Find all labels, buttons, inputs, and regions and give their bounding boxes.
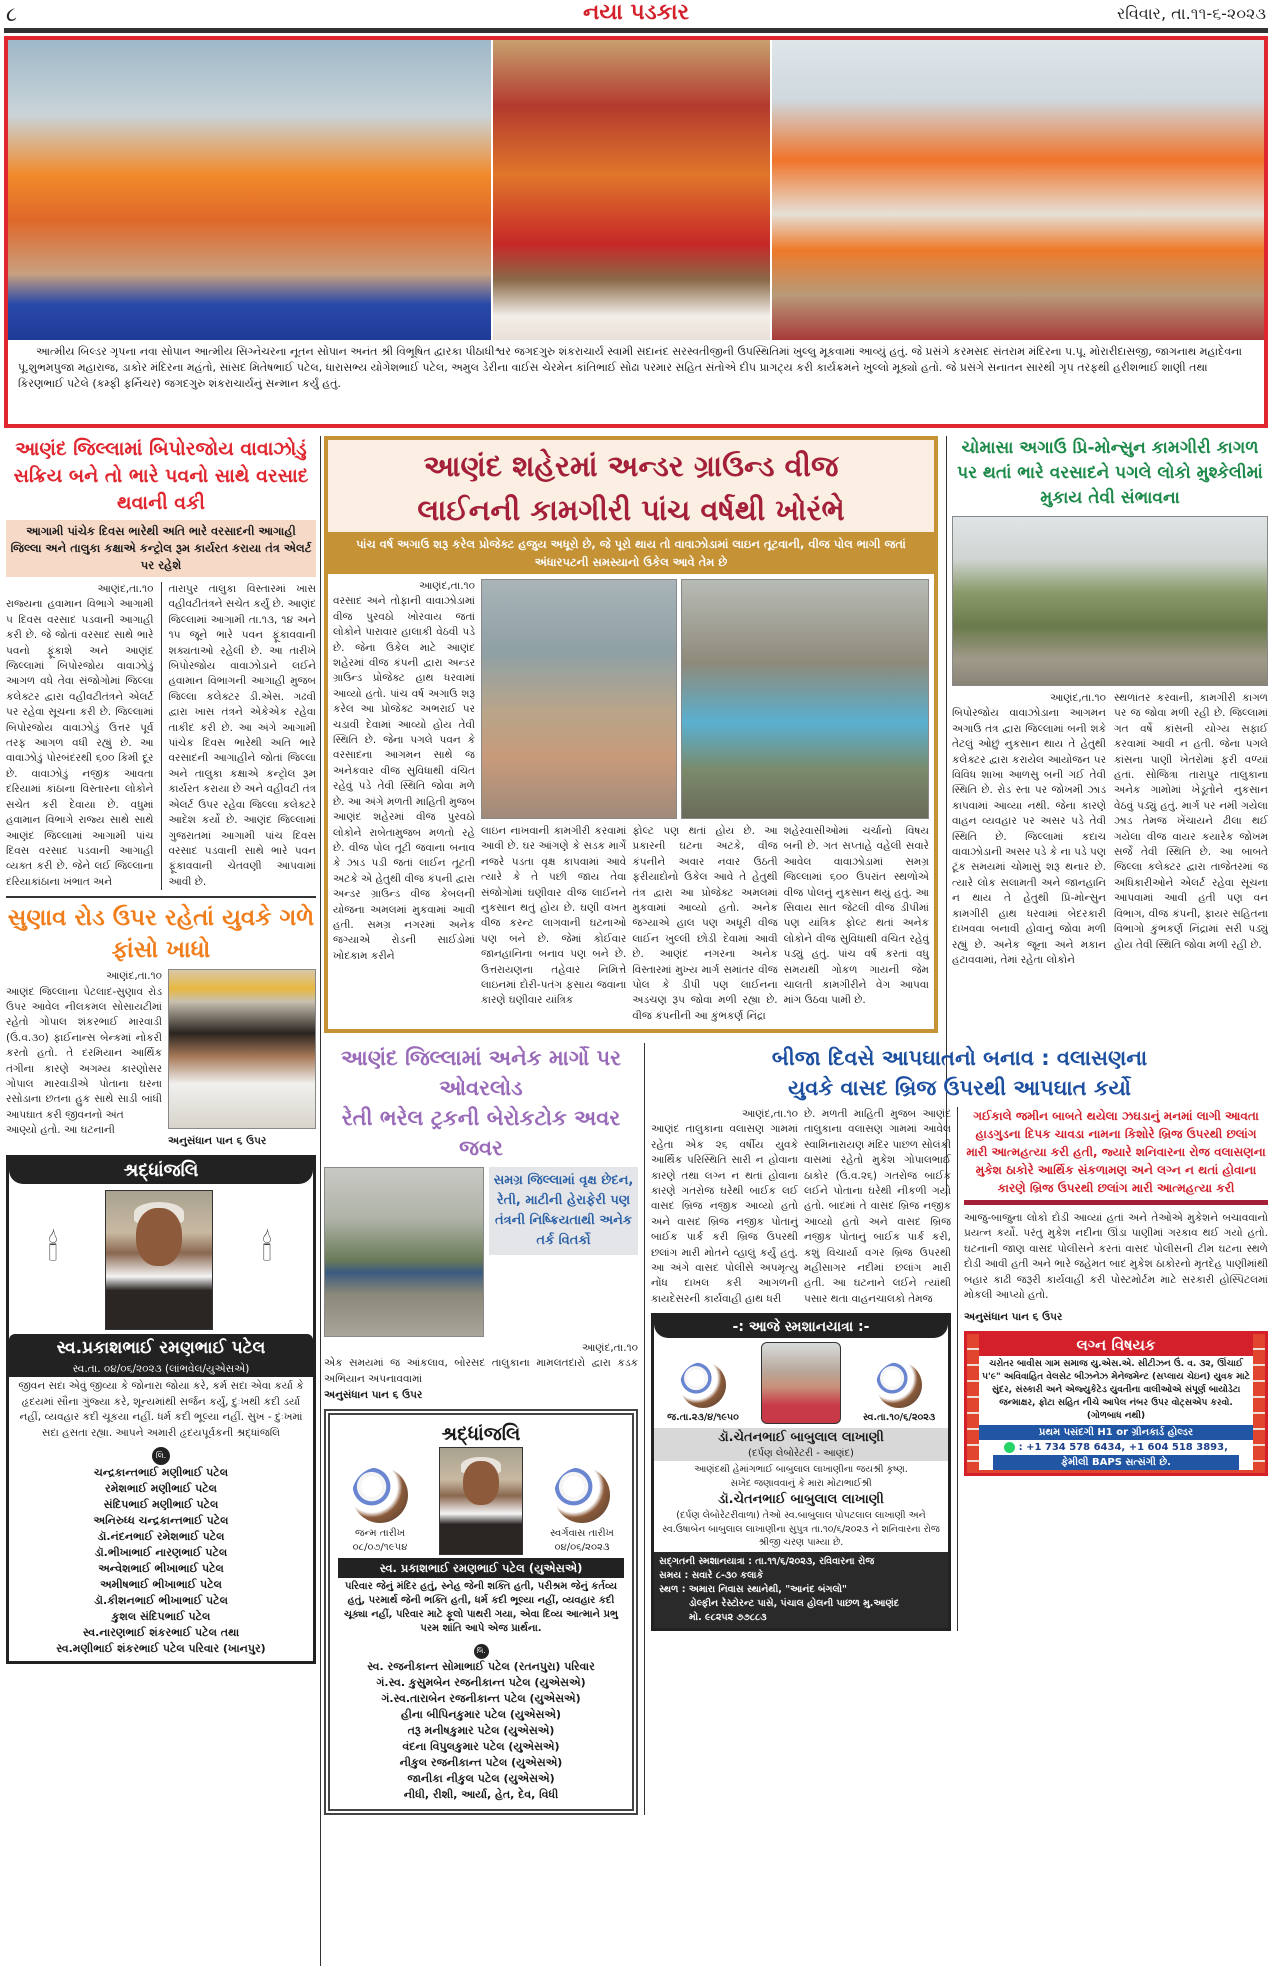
dateline: આણંદ,તા.૧૦ (105, 970, 162, 983)
ad-body: ચરોતર બાવીસ ગામ સમાજ યુ.એસ.એ. સીટીઝન ઉં. વ. ૩૨, ઊંચાઈ ૫'૯" અવિવાહિત વેલસેટ બીઝનેઝ મેનેજમેન્ટ (સપ્લાય ચેઇન) યુવક માટે સુંદર, સંસ્કારી અને એજ્યુકેટેડ યુવતીના વાલીઓએ સંપૂર્ણ બાયોડેટા જન્માક્ષર, ફોટા સહિત નીચે આપેલ નંબર ઉપર વોટ્સએપ કરવો. (ગોળબાધ નથી) (982, 1359, 1250, 1422)
matrimonial-ad (964, 1331, 1268, 1476)
whatsapp-icon (1004, 1442, 1015, 1453)
incense-icon: 🕯 (47, 1228, 59, 1270)
notice-title: -: આજે સ્મશાનયાત્રા :- (654, 1316, 948, 1338)
family-member-name: નીધી, રીશી, આર્યા, હેત, દેવ, વિધી (403, 1788, 559, 1802)
story-cyclone (6, 436, 316, 890)
organization: (દર્પણ લેબોરેટરી - આણંદ) (748, 1448, 854, 1460)
photo-electric-poles-1 (481, 579, 677, 819)
issue-date: રવિવાર, તા.૧૧-૬-૨૦૨૩ (1116, 4, 1266, 23)
li-badge: લિ. (152, 1447, 170, 1465)
family-member-name: ચન્દ્રકાન્તભાઈ મણીભાઈ પટેલ (93, 1466, 229, 1480)
event-photo-1 (8, 40, 491, 340)
story-premonsoon (952, 436, 1268, 968)
divider (964, 1200, 1268, 1205)
family-member-name: ડૉ.નંદનભાઈ રમેશભાઈ પટેલ (97, 1530, 225, 1544)
story-sunav-suicide (6, 896, 316, 1149)
story-body: આણંદ જિલ્લાના પેટલાદ-સુણાવ રોડ ઉપર આવેલ નીલકમલ સોસાયટીમાં રહેતો ગોપાલ શંકરભાઈ મારવાડી (ઉં.વ.૩૦) ફાઈનાન્સ બેન્કમાં નોકરી કરતો હતો. તે દરમિયાન આર્થિક તંગીના કારણે અગમ્ય કારણોસર ગોપાલ મારવાડીએ પોતાના ઘરના રસોડાના છતના હુક સાથે સાડી બાંધી આપઘાત કરી જીવનનો અંત (6, 985, 162, 1121)
column-rule (957, 1107, 958, 1631)
headline-line-1: આણંદ જિલ્લામાં અનેક માર્ગો પર ઓવરલોડ (341, 1046, 621, 1100)
family-member-name: જાનીકા નીકુલ પટેલ (યુએસએ) (407, 1772, 555, 1786)
funeral-notice (651, 1313, 951, 1631)
family-member-name: સ્વ. રજનીકાન્ત સોમાભાઈ પટેલ (રતનપુરા) પરિવાર (367, 1660, 595, 1674)
story-headline[interactable] (651, 1043, 1268, 1103)
ad-title: લગ્ન વિષયક (979, 1334, 1253, 1356)
family-member-name: તરૂ મનીષકુમાર પટેલ (યુએસએ) (407, 1724, 555, 1738)
story-headline[interactable]: આણંદ જિલ્લામાં બિપોરજોય વાવાઝોડું સક્રિય બને તો ભારે પવનો સાથે વરસાદ થવાની વકી (13, 438, 309, 514)
photo-electric-poles-2 (681, 579, 929, 819)
story-column-1: વરસાદ અને તોફાની વાવાઝોડામાં વીજ પુરવઠો ખોરવાય જતાં લોકોને પારાવાર હાલાકી વેઠવી પડે છે. જેના ઉકેલ માટે આણંદ શહેરમાં વીજ કંપની દ્વારા અન્ડર ગ્રાઉન્ડ પ્રોજેક્ટ હાથ ધરવામાં આવ્યો હતો. પાંચ વર્ષ અગાઉ શરૂ કરેલ આ પ્રોજેક્ટ અભરાઈ પર ચડાવી દેવામાં આવ્યો હોય તેવી સ્થિતિ છે. જેના પગલે પવન કે વરસાદના આગમન સાથે જ અનેકવાર વીજ સુવિધાથી વંચિત રહેવું પડે તેવી સ્થિતિ જોવા મળે છે. આ અંગે મળતી માહિતી મુજબ આણંદ શહેરમાં વીજ પુરવઠો લોકોને રાબેતામુજબ મળતો રહે છે. વીજ પોલ તૂટી જવાના બનાવ કે ઝાડ પડી જતાં લાઈન તૂટતી અટકે એ હેતુથી વીજ કંપની દ્વારા અન્ડર ગ્રાઉન્ડ વીજ કેબલની યોજના અમલમાં મુકવામાં આવી હતી. સમગ્ર નગરમાં અનેક જગ્યાએ રોડની સાઈડોમાં ખોદકામ કરીને (333, 595, 475, 962)
dateline: આણંદ,તા.૧૦ (418, 580, 475, 592)
story-column-1: બિપોરજોય વાવાઝોડાના આગમન અગાઉ તંત્ર દ્વારા જિલ્લામાં બની શકે તેટલું ઓછું નુકસાન થાય તે હેતુથી કલેક્ટર દ્વારા કરાયેલ આયોજન પર વિવિધ શાખા આળસુ બની ગઈ તેવી સ્થિતિ છે. રોડ સ્તા પર જોખમી ઝાડ કાપવામાં આવ્યા નથી. જેના કારણે વાહન વ્યવહાર પર અસર પડે તેવી સ્થિતિ છે. જિલ્લામાં કદાચ વાવાઝોડાની અસર પડે કે ના પડે પણ ટૂંક સમયમાં ચોમાસું શરૂ થનાર છે. ત્યારે લોક સલામતી અને જાનહાનિ ન થાય તે હેતુથી પ્રિ-મોન્સુન કામગીરી હાથ ધરવામાં બેદરકારી દાખવવા બનાવી હોવાનું જોવા મળી રહ્યું છે. અનેક જૂના અને મકાન હટાવવામાં, તેમાં રહેતા લોકોને (952, 707, 1107, 966)
flowers-icon (876, 1362, 922, 1408)
lower-right-block (651, 1043, 1268, 1631)
ad-preference: પ્રથમ પસંદગી H1 or ગ્રીનકાર્ડ હોલ્ડર (979, 1425, 1253, 1440)
story-column-4: શહેરવાસીઓમાં ચર્ચાનો વિષય બની છે. ગત સપ્તાહે વહેલી સવારે આવેલ વાવાઝોડામાં સમગ્ર જિલ્લામાં ૬૦૦ ઉપરાંત સ્થળોએ વીજ પોલનું નુકસાન થયું હતું. આ સિવાય સાત જેટલી વીજ ડીપીમાં પણ યાંત્રિક ફોલ્ટ થતાં અનેક લોકોને વીજ સુવિધાથી વંચિત રહેવું પડ્યું હતું. પાંચ વર્ષ કરતાં વધુ સમયથી ગોકળ ગાયની જેમ ચાલતી કામગીરીને વેગ આપવા માંગ ઉઠવા પામી છે. (783, 825, 929, 1007)
li-badge: લિ. (474, 1644, 489, 1659)
family-member-name: ડૉ.કીશનભાઈ ભીખાભાઈ પટેલ (94, 1594, 228, 1608)
family-member-name: કુશલ સંદિપભાઈ પટેલ (111, 1610, 211, 1624)
death-label: સ્વર્ગવાસ તારીખ (550, 1528, 614, 1540)
family-member-name: રમેશભાઈ મણીભાઈ પટેલ (105, 1482, 217, 1496)
flowers-icon (352, 1467, 408, 1523)
story-body: એક સમયમાં જ આંકલાવ, બોરસદ તાલુકાના મામલતદારો દ્વારા કડક અભિયાન અપનાવવામાં (324, 1357, 638, 1385)
intro-line-1: આણંદથી હેમાંગભાઈ બાબુલાલ લાખાણીના જયશ્રી કૃષ્ણ. (694, 1464, 908, 1476)
family-member-name: ગં.સ્વ.તારાબેન રજનીકાન્ત પટેલ (યુએસએ) (381, 1692, 581, 1706)
contact-phones[interactable]: : +1 734 578 6434, +1 604 518 3893, (1018, 1442, 1228, 1454)
dateline: આણંદ,તા.૧૦ (741, 1108, 798, 1120)
family-names-list (338, 1659, 624, 1803)
story-headline[interactable]: સુણાવ રોડ ઉપર રહેતાં યુવકે ગળે ફાંસો ખાધો (7, 905, 315, 964)
continued-link[interactable]: અનુસંધાન પાન ૬ ઉપર (324, 1389, 423, 1402)
story-tail: આણ્યો હતો. આ ઘટનાની (6, 1124, 115, 1137)
obituary-title: શ્રદ્ધાંજલિ (441, 1423, 521, 1446)
procession-address: ડોલ્ફીન રેસ્ટોરન્ટ પાસે, પંચાલ હોલની પાછળ મુ.આણંદ (689, 1597, 900, 1609)
photo-caption: આત્મીય બિલ્ડર ગૃપના નવા સોપાન આત્મીય સિગ્નેચરના નૂતન સોપાન અનંત શ્રી વિભૂષિત દ્વારકા પીઠાધીશ્વર જગદગુરુ શંકરાચાર્ય સ્વામી સદાનંદ સરસ્વતીજીની ઉપસ્થિતિમાં ખુલ્લુ મૂકવામાં આવ્યું હતું. જે પ્રસંગે કરમસદ સંતરામ મંદિરના પ.પૂ. મોરારીદાસજી, જાગનાથ મહાદેવના પૂ.શુભમપુજા મહારાજ, ડાકોર મંદિરના મહંતો, સાંસદ મિતેષભાઈ પટેલ, ધારાસભ્ય યોગેશભાઈ પટેલ, અમુલ ડેરીના વાઈસ ચેરમેન કાંતિભાઈ સોઢા પરમાર સહિત સંતોએ દીપ પ્રાગટ્ય કરી કાર્યક્રમને ખુલ્લો મૂક્યો હતો. જે પ્રસંગે સનાતન સારથી ગૃપ તરફથી હરીશભાઈ શાણી તથા કિરણભાઈ પટેલે (કમ્ફી ફર્નિચર) જગદગુરુ શંકરાચાર્યનું સન્માન કર્યું હતું. (18, 345, 1242, 390)
family-member-name: અનિરુધ્ધ ચન્દ્રકાન્તભાઈ પટેલ (93, 1514, 229, 1528)
continued-link[interactable]: અનુસંધાન પાન ૬ ઉપર (168, 1135, 267, 1148)
portrait-photo (761, 1342, 841, 1424)
details: (દર્પણ લેબોરેટરીવાળા) તેઓ સ્વ.બાબુલાલ પોપટલાલ લાખાણી અને સ્વ.ઉષાબેન બાબુલાલ લાખાણીના સુપુત્ર તા.૧૦/૬/૨૦૨૩ ને શનિવારના રોજ શ્રીજી ચરણ પામ્યા છે. (662, 1510, 940, 1549)
story-underground-power (324, 436, 938, 1033)
story-subhead: આગામી પાંચેક દિવસ ભારેથી અતિ ભારે વરસાદની આગાહી જિલ્લા અને તાલુકા કક્ષાએ કન્ટ્રોલ રૂમ કાર્યરત કરાયા તંત્ર એલર્ટ પર રહેશે (6, 520, 316, 577)
tribute-text: પરિવાર જેનું મંદિર હતું, સ્નેહ જેની શક્તિ હતી, પરીશ્રમ જેનું કર્તવ્ય હતું, પરમાર્થ જેની ભક્તિ હતી, ધર્મ કદી ભૂલ્યા નહીં, વ્યવહાર કદી ચૂક્યા નહીં, પરિવાર માટે ફૂલો પાથરી ગયા, એવા દિવ્ય આત્માને પ્રભુ પરમ શાંતિ આપે એજ પ્રાર્થના. (344, 1581, 618, 1635)
contact-phone[interactable]: મો. ૯૮૨૫૨ ૭૭૮૮૩ (689, 1611, 767, 1623)
main-headline-line-1: આણંદ શહેરમાં અન્ડર ગ્રાઉન્ડ વીજ (423, 449, 839, 483)
family-member-name: સંદિપભાઈ મણીભાઈ પટેલ (103, 1498, 219, 1512)
story-headline[interactable]: ચોમાસા અગાઉ પ્રિ-મોન્સુન કામગીરી કાગળ પર થતાં ભારે વરસાદને પગલે લોકો મુશ્કેલીમાં મુકાય તેવી સંભાવના (957, 438, 1263, 508)
headline-line-1: બીજા દિવસે આપઘાતનો બનાવ : વલાસણના (771, 1046, 1148, 1070)
deceased-name-large: ડૉ.ચેતનભાઈ બાબુલાલ લાખાણી (718, 1492, 884, 1508)
ad-family-note: ફેમીલી BAPS સત્સંગી છે. (993, 1455, 1239, 1470)
page-number: ૮ (6, 2, 17, 26)
family-member-name: અમીષભાઈ ભીખાભાઈ પટેલ (100, 1578, 222, 1592)
obituary-title: શ્રદ્ધાંજલિ (9, 1158, 313, 1184)
story-column-2: લાઇન નાખવાની કામગીરી કરવામાં આવી છે. ઘર આંગણે કે સડક માર્ગે નજરે પડતા વૃક્ષ કાપવામાં આવે ત્યારે કે તે પછી જાય તેવા સંજોગોમાં ઘણીવાર વીજ લાઈનને નુકસાન થતું હોય છે. ઘણી વખત વીજ કરન્ટ લાગવાની ઘટનાઓ પણ બને છે. જેમાં કોઈવાર જાનહાનિના બનાવ પણ બને છે. ઉત્તરાયણના તહેવાર નિમિત્તે લાઇનમાં દોરી-પતંગ ફસાય જવાના કારણે ઘણીવાર યાંત્રિક (481, 825, 627, 1007)
story-column-3: ફોલ્ટ પણ થતાં હોય છે. આ પ્રકારની ઘટના અટકે, વીજ કંપનીને અવાર નવાર ઉઠતી ફરીયાદોનો ઉકેલ આવે તે હેતુથી તંત્ર દ્વારા આ પ્રોજેક્ટ અમલમાં મુકવામાં આવ્યો હતો. અનેક જગ્યાએ હાલ પણ અધૂરી વીજ લાઈન ખુલ્લી છોડી દેવામાં આવી છે. આણંદ નગરના અનેક વિસ્તારમાં મુખ્ય માર્ગ સમાંતર વીજ પોલ કે ડીપી પણ લાઈનના અડચણ રૂપ જોવા મળી રહ્યા છે. વીજ કંપનીની આ કુંભકર્ણ નિંદ્રા (632, 825, 778, 1022)
deceased-name: ડૉ.ચેતનભાઈ બાબુલાલ લાખાણી (718, 1430, 884, 1446)
left-column (6, 436, 316, 1664)
dateline: આણંદ,તા.૧૦ (1049, 692, 1106, 704)
main-headline-line-2: લાઈનની કામગીરી પાંચ વર્ષથી ખોરંભે (417, 493, 845, 527)
procession-date: સદ્ગતની સ્મશાનયાત્રા : તા.૧૧/૬/૨૦૨૩, રવિવારના રોજ (659, 1555, 875, 1567)
dateline: આણંદ,તા.૧૦ (97, 583, 154, 595)
main-headline[interactable] (328, 440, 934, 532)
story-column-2: છે. મળતી માહિતી મુજબ આણંદ તાલુકાના વલાસણ ગામમાં આવેલ સ્વામિનારાયણ મંદિર પાછળ સોલંકી વાસમાં રહેતો મુકેશ ગોપાલભાઈ ઠાકોર (ઉં.વ.૨૬) ગતરોજ બાઈક લઈને પોતાના ઘરેથી નીકળી ગયો હતો. બાદમાં તે વાસદ બ્રિજ નજીક આવ્યો હતો અને વાસદ બ્રિજ નજીક પોતાનું બાઈક પાર્ક કરી, કશું વિચાર્યા વગર બ્રિજ ઉપરથી મહીસાગર નદીમાં છલાંગ મારી હતી. આ ઘટનાને લઈને ત્યાંથી પસાર થતા વાહનચાલકો તેમજ (804, 1108, 951, 1305)
portrait-photo (439, 1447, 523, 1555)
procession-time: સમય : સવારે ૮-૩૦ કલાકે (659, 1569, 764, 1581)
event-photo-2 (493, 40, 770, 340)
death-date-line: સ્વ.તા. ૦૪/૦૬/૨૦૨૩ (લાંભવેલ/યુએસએ) (9, 1361, 313, 1377)
story-vasad-suicide (651, 1043, 1268, 1631)
story-column-2: સ્થળાંતર કરવાની, કામગીરી કાગળ પર જ જોવા મળી રહી છે. જિલ્લામાં ગત વર્ષે કાંસની યોગ્ય સફાઈ કરવામાં આવી ન હતી. જેના પગલે કાંસના પાણી ખેતરોમાં ફરી વળ્યાં હતાં. સોજિત્રા તારાપુર તાલુકાના અનેક ગામોમાં ખેડૂતોને નુકસાન વેઠવું પડ્યું હતું. માર્ગ પર નમી ગયેલા ઝાડ તેમજ ખેંચાયને ઢીલા થઈ ગયેલા વીજ વાયર કયારેક જોખમ સર્જે તેવી સ્થિતિ છે. આ બાબતે જિલ્લા કલેક્ટર દ્વારા તાજેતરમાં જ અધિકારીઓને એલર્ટ રહેવા સૂચના આપવામાં આવી હતી પણ વન વિભાગ, વીજ કંપની, ફાયર સહિતના વિભાગો કુંભકર્ણ નિંદ્રામાં સરી પડ્યું હોય તેવી સ્થિતિ જોવા મળી રહી છે. (1114, 692, 1268, 951)
story-column-3: આજુ-બાજુના લોકો દોડી આવ્યાં હતાં અને તેઓએ મુકેશને બચાવવાનો પ્રયત્ન કર્યો. પરંતુ મુકેશ નદીના ઊંડા પાણીમાં ગરકાવ થઈ ગયો હતો. ઘટનાની જાણ વાસદ પોલીસને કરતાં વાસદ પોલીસની ટીમ ઘટના સ્થળે દોડી આવી હતી અને ભારે જહેમત બાદ મુકેશ ઠાકોરનો મૃતદેહ પાણીમાંથી બહાર કાઢી જરૂરી કાર્યવાહી કરી પોસ્ટમોર્ટમ માટે સરકારી હોસ્પિટલમાં મોકલી આપ્યો હતો. (964, 1212, 1268, 1302)
family-member-name: સ્વ.નારણભાઈ શંકરભાઈ પટેલ તથા (82, 1626, 240, 1640)
birth-date: જ.તા.૨૩/૪/૧૯૫૦ (667, 1412, 739, 1424)
family-member-name: સ્વ.મણીભાઈ શંકરભાઈ પટેલ પરિવાર (ખાનપુર) (56, 1642, 266, 1656)
column-rule (320, 436, 321, 1966)
photo-victim (168, 969, 316, 1129)
family-member-name: વંદના વિપુલકુમાર પટેલ (યુએસએ) (402, 1740, 560, 1754)
lower-left-column (324, 1043, 638, 1815)
header-rule (4, 28, 1268, 33)
story-column-1: આણંદ તાલુકાના વલાસણ ગામમાં રહેતા એક ૨૬ વર્ષીય યુવકે આર્થિક પરિસ્થિતિ સારી ન હોવાના કારણે તથા લગ્ન ન થતાં હોવાના કારણે ગતરોજ ઘરેથી બાઈક લઈ વાસદ બ્રિજ નજીક આવ્યો હતો અને વાસદ બ્રિજ નજીક પોતાનું બાઈક પાર્ક કરી બ્રિજ ઉપરથી છલાંગ મારી મોતને વ્હાલું કર્યું હતું. આ અંગે વાસદ પોલીસે અપમૃત્યુ નોંધ દાખલ કરી આગળની કાયદેસરની કાર્યવાહી હાથ ધરી (651, 1123, 798, 1305)
masthead: નયા પડકાર (582, 0, 690, 25)
red-subhead-block (964, 1107, 1268, 1205)
obituary-middle (324, 1409, 638, 1815)
intro-line-2: સખેદ જણાવવાનું કે મારા મોટાભાઈશ્રી (730, 1477, 872, 1489)
photo-fallen-tree (952, 516, 1268, 686)
death-date: ૦૪/૦૬/૨૦૨૩ (554, 1542, 610, 1554)
obituary-left (6, 1155, 316, 1664)
portrait-photo (105, 1190, 213, 1330)
family-member-name: ગં.સ્વ. કુસુમબેન રજનીકાન્ત પટેલ (યુએસએ) (376, 1676, 586, 1690)
continued-link[interactable]: અનુસંધાન પાન ૬ ઉપર (964, 1311, 1063, 1324)
photo-truck (324, 1167, 484, 1337)
story-headline[interactable] (324, 1043, 638, 1163)
family-member-name: ડૉ.ભીખાભાઈ નારણભાઈ પટેલ (94, 1546, 228, 1560)
pull-quote: સમગ્ર જિલ્લામાં વૃક્ષ છેદન, રેતી, માટીની હેરાફેરી પણ તંત્રની નિષ્ક્રિયતાથી અનેક તર્ક વિતર્કો (489, 1167, 638, 1255)
birth-date: ૦૮/૦૭/૧૯૫૪ (352, 1542, 408, 1554)
family-member-name: નીકુલ રજનીકાન્ત પટેલ (યુએસએ) (399, 1756, 563, 1770)
event-photo-3 (772, 40, 1264, 340)
death-date: સ્વ.તા.૧૦/૬/૨૦૨૩ (862, 1412, 936, 1424)
flowers-icon (554, 1467, 610, 1523)
dateline: આણંદ,તા.૧૦ (581, 1342, 638, 1354)
story-red-subhead: ગઈકાલે જમીન બાબતે થયેલા ઝઘડાનું મનમાં લાગી આવતા હાડગુડના દિપક ચાવડા નામના કિશોરે બ્રિજ ઉપરથી છલાંગ મારી આત્મહત્યા કરી હતી, જ્યારે શનિવારના રોજ વલાસણના મુકેશ ઠાકોરે આર્થિક સંકળામણ અને લગ્ન ન થતાં હોવાના કારણે બ્રિજ ઉપરથી છલાંગ મારી આત્મહત્યા કરી (966, 1109, 1266, 1195)
tribute-text: જીવન સદા એવું જીવ્યા કે જોનારા જોયા કરે, કર્મ સદા એવા કર્યા કે હૃદયમાં સૌના ગુંજ્યા કરે, શૂન્યમાંથી સર્જન કર્યું, દુઃખથી કદી ડર્યા નહીં, વ્યવહાર કદી ચૂકયા નહીં. ધર્મ કદી ભૂલ્યા નહીં. સુખ - દુઃખમાં સદા હસતા રહ્યા. આપને અમારી હૃદયપૂર્વકની શ્રદ્ધાંજલિ (18, 1380, 304, 1439)
flowers-icon (680, 1362, 726, 1408)
column-rule (161, 582, 162, 890)
story-overload-trucks (324, 1043, 638, 1403)
top-photo-block (4, 36, 1268, 428)
lower-section (324, 1043, 1268, 1815)
deceased-name: સ્વ. પ્રકાશભાઈ રમણભાઈ પટેલ (યુએસએ) (338, 1558, 624, 1578)
incense-icon: 🕯 (261, 1228, 273, 1270)
headline-line-2: રેતી ભરેલ ટ્રકની બેરોકટોક અવર જવર (341, 1106, 621, 1160)
page-header (0, 0, 1272, 30)
family-names-list (9, 1465, 313, 1661)
main-subhead: પાંચ વર્ષ અગાઉ શરૂ કરેલ પ્રોજેક્ટ હજુય અધૂરો છે, જે પૂરો થાય તો વાવાઝોડામાં લાઇન તૂટવાની, વીજ પોલ ભાગી જતાં અંધારપટની સમસ્યાનો ઉકેલ આવે તેમ છે (328, 532, 934, 574)
story-column-2: તારાપુર તાલુકા વિસ્તારમાં ખાસ વહીવટીતંત્રને સચેત કર્યું છે. આણંદ જિલ્લામાં આગામી તા.૧૩, ૧૪ અને ૧૫ જૂને ભારે પવન ફૂંકાવવાની શક્યતાઓ રહેલી છે. આ તારીખે બિપોરજોય વાવાઝોડાને લઈને હવામાન વિભાગની આગાહી મુજબ જિલ્લા કલેક્ટર ડી.એસ. ગઢવી દ્વારા ખાસ તંત્રને એકેએક રહેવા તાકીદ કરી છે. આ અંગે આગામી પાંચેક દિવસ ભારેથી અતિ ભારે વરસાદની આગાહીને જોતાં જિલ્લા અને તાલુકા કક્ષાએ કન્ટ્રોલ રૂમ કાર્યરત કરાયા છે અને વહીવટી તંત્ર એલર્ટ ઉપર રહેવા જિલ્લા કલેક્ટરે આદેશ કર્યો છે. આણંદ જિલ્લામાં ગુજરાતમાં આગામી પાંચ દિવસ વરસાદ પડવાની સાથે ભારે પવન ફૂંકાવવાની ચેતવણી આપવામાં આવી છે. (168, 583, 316, 888)
procession-place: સ્થળ : અમારા નિવાસ સ્થાનેથી, "આનંદ બંગલો" (659, 1583, 848, 1595)
birth-label: જન્મ તારીખ (354, 1528, 406, 1540)
deceased-name: સ્વ.પ્રકાશભાઈ રમણભાઈ પટેલ (9, 1334, 313, 1361)
column-rule (644, 1043, 645, 1815)
headline-line-2: યુવકે વાસદ બ્રિજ ઉપરથી આપઘાત કર્યો (788, 1076, 1131, 1100)
story-column-1: રાજ્યના હવામાન વિભાગે આગામી ૫ દિવસ વરસાદ પડવાની આગાહી કરી છે. જે જોતાં વરસાદ સાથે ભારે પવનો ફૂંકાશે અને આણંદ જિલ્લામાં બિપોરજોય વાવાઝોડું આગળ વધે તેવા સંજોગોમાં જિલ્લા કલેક્ટર દ્વારા વહીવટીતંત્રને એલર્ટ પર રહેવા સૂચના કરી છે. જિલ્લામાં બિપોરજોય વાવાઝોડું ઉત્તર પૂર્વ તરફ આગળ વધી રહ્યું છે. આ વાવાઝોડું પોરબંદરથી ૬૦૦ કિમી દૂર છે. વાવાઝોડું નજીક આવતા દરિયામાં કાંઠાના વિસ્તારના લોકોને સચેત કરી દેવાયા છે. વધુમાં હવામાન વિભાગે રાજ્ય સાથે સાથે આણંદ જિલ્લામાં આગામી પાંચ દિવસ વરસાદ પડવાની આગાહી વ્યક્ત કરી છે. જેને લઈ જિલ્લાના દરિયાકાંઠાના ખંભાત અને (6, 598, 154, 888)
family-member-name: અન્વેશભાઈ ભીખાભાઈ પટેલ (98, 1562, 224, 1576)
family-member-name: હીના બીપિનકુમાર પટેલ (યુએસએ) (400, 1708, 562, 1722)
